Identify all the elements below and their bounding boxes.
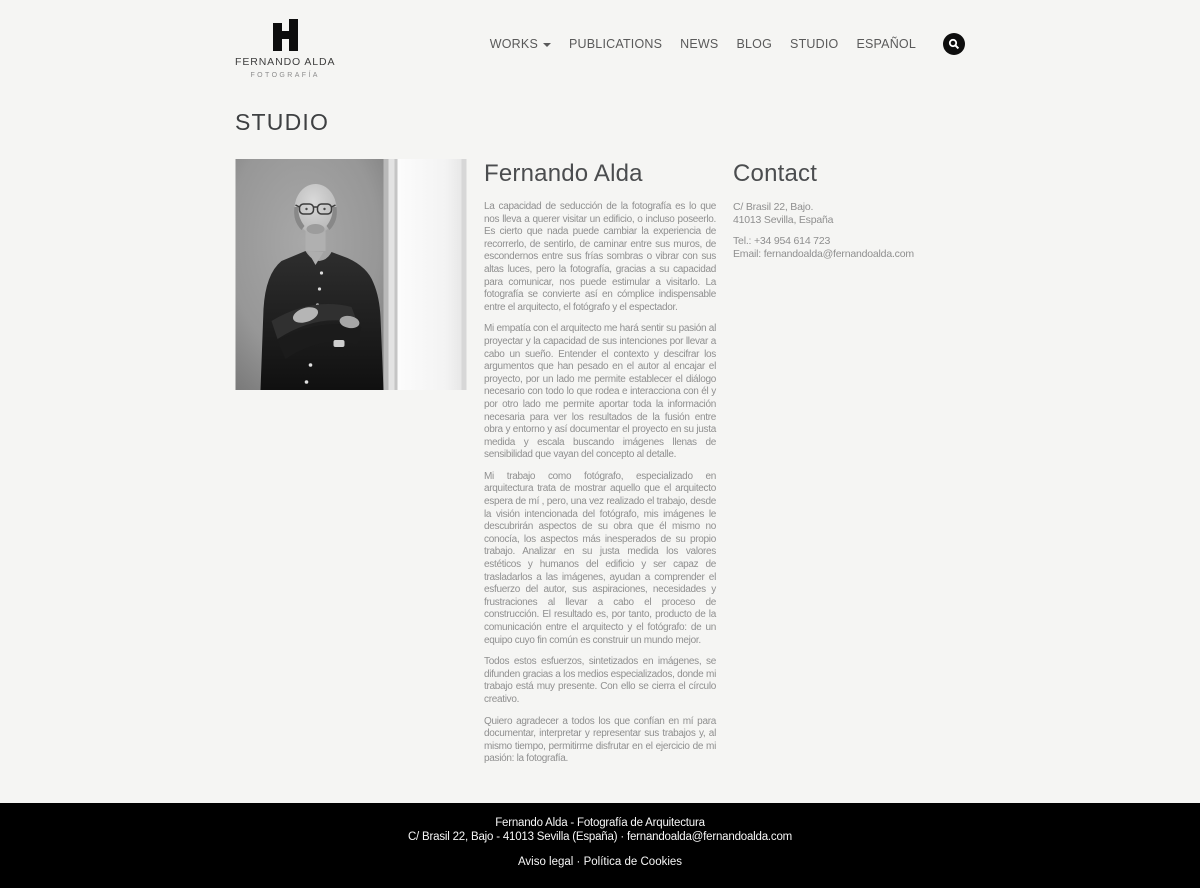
contact-section [733, 159, 965, 775]
search-icon [948, 38, 960, 50]
footer-link-politica-cookies[interactable]: Política de Cookies [583, 856, 683, 868]
contact-address-line: 41013 Sevilla, España [733, 213, 834, 226]
nav-item-studio[interactable]: STUDIO [790, 37, 839, 51]
nav-item-publications[interactable]: PUBLICATIONS [569, 37, 663, 51]
about-paragraph: Todos estos esfuerzos, sintetizados en imágenes, se difunden gracias a los medios especializados, donde mi trabajo está muy presente. Con ello se cierra el círculo creativo. [484, 656, 716, 705]
brand-logo[interactable] [235, 19, 335, 79]
chevron-down-icon [543, 43, 551, 47]
about-section [484, 159, 716, 775]
about-paragraph: La capacidad de seducción de la fotografía es lo que nos lleva a querer visitar un edificio, o incluso poseerlo. Es cierto que nada puede cambiar la experiencia de recorrerlo, de sentirlo, de caminar entre sus muros, de escondernos entre sus frías sombras o vibrar con sus altas luces, pero la fotografía, gracias a su capacidad para comunicar, nos puede estimular a visitarlo. La fotografía se convierte así en cómplice indispensable entre el arquitecto, el fotógrafo y el espectador. [484, 201, 716, 313]
nav-item-news[interactable]: NEWS [680, 37, 719, 51]
site-footer [0, 803, 1200, 888]
main-content [0, 108, 1200, 775]
site-header [0, 0, 1200, 79]
about-heading: Fernando Alda [484, 160, 643, 187]
footer-links-separator: · [576, 856, 581, 868]
about-paragraph: Mi trabajo como fotógrafo, especializado en arquitectura trata de mostrar aquello que el arquitecto espera de mí , pero, una vez realizado el trabajo, desde la visión intencionada del fotógrafo, mis imágenes le descubrirán aspectos de su obra que él mismo no conocía, los aspectos más inesperados de su propio trabajo. Analizar en su justa medida los valores estéticos y humanos del edificio y ser capaz de trasladarlos a las imágenes, ayudan a comprender el esfuerzo del autor, sus aspiraciones, necesidades y frustraciones al llevar a cabo el proceso de construcción. El resultado es, por tanto, producto de la comunicación entre el arquitecto y el fotógrafo: de un equipo cuyo fin común es construir un mundo mejor. [484, 470, 716, 646]
contact-email-link[interactable]: Email: fernandoalda@fernandoalda.com [733, 247, 914, 260]
main-nav [472, 33, 965, 55]
about-paragraph: Mi empatía con el arquitecto me hará sentir su pasión al proyectar y la capacidad de sus intenciones por llevar a cabo un sueño. Entender el contexto y descifrar los argumentos que han pesado en el autor al encajar el proyecto, por un lado me permite establecer el diálogo necesario con todo lo que rodea e interacciona con él y por otro lado me permite aportar toda la información necesaria para ver los resultados de la fusión entre obra y entorno y así documentar el proyecto en su justa medida y escala buscando imágenes llenas de sensibilidad que vayan del concepto al detalle. [484, 323, 716, 461]
contact-address-line: C/ Brasil 22, Bajo. [733, 201, 814, 213]
page-title: STUDIO [235, 109, 330, 135]
footer-address-line: C/ Brasil 22, Bajo - 41013 Sevilla (España) · fernandoalda@fernandoalda.com [407, 830, 793, 843]
footer-link-aviso-legal[interactable]: Aviso legal [517, 856, 574, 868]
fa-monogram-icon [270, 19, 300, 51]
nav-item-blog[interactable]: BLOG [736, 37, 773, 51]
contact-heading: Contact [733, 160, 818, 187]
nav-item-language-espanol[interactable]: ESPAÑOL [856, 37, 916, 51]
brand-name: FERNANDO ALDA [235, 56, 336, 68]
about-paragraph: Quiero agradecer a todos los que confían en mí para documentar, interpretar y representar sus trabajos y, al mismo tiempo, permitirme disfrutar en el ejercicio de mi pasión: la fotografía. [484, 715, 716, 765]
studio-portrait-photo [235, 159, 467, 775]
footer-brand-line: Fernando Alda - Fotografía de Arquitectura [495, 817, 705, 829]
brand-tagline: FOTOGRAFÍA [250, 72, 320, 79]
search-button[interactable] [943, 33, 965, 55]
contact-phone: Tel.: +34 954 614 723 [733, 235, 831, 248]
nav-item-works[interactable]: WORKS [490, 37, 551, 51]
